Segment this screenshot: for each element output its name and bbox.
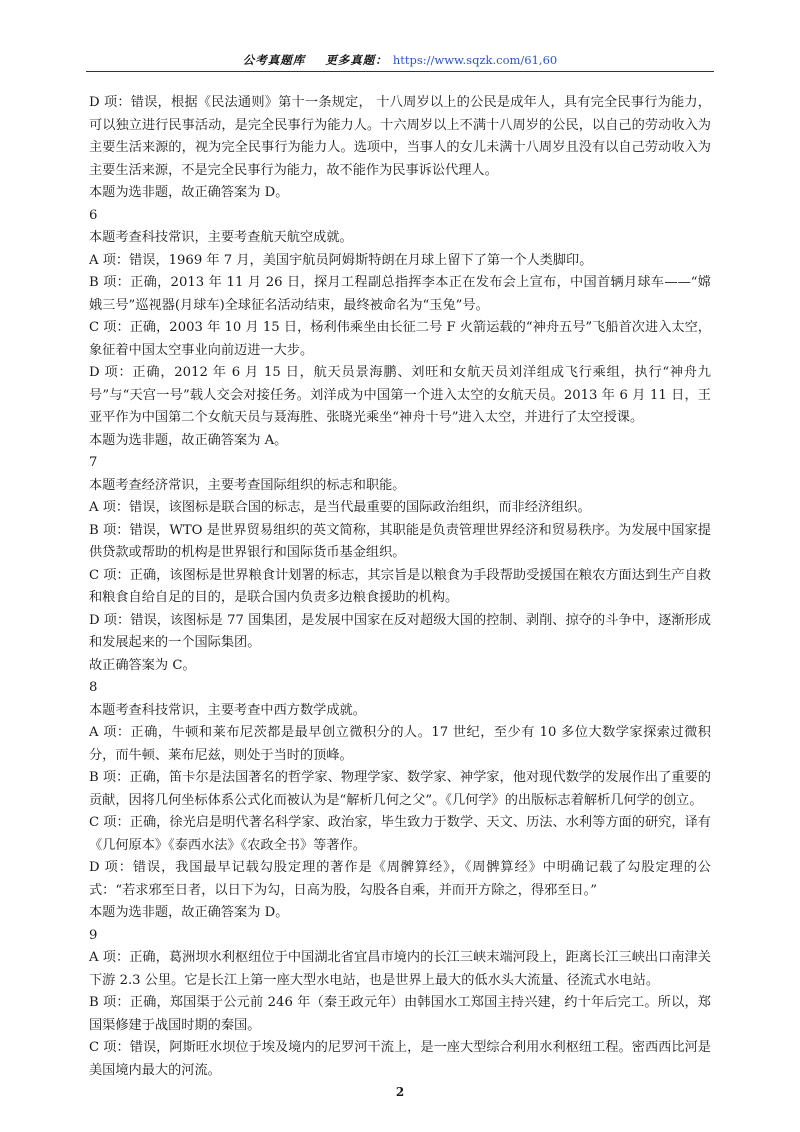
paragraph: A 项：错误，该图标是联合国的标志，是当代最重要的国际政治组织，而非经济组织。 xyxy=(89,500,591,515)
paragraph: 故正确答案为 C。 xyxy=(89,657,196,673)
header-link[interactable]: https://www.sqzk.com/61,60 xyxy=(392,53,558,67)
document-body xyxy=(89,92,711,1082)
paragraph: 本题考查科技常识，主要考查中西方数学成就。 xyxy=(89,702,366,718)
site-name: 公考真题库 xyxy=(242,53,306,67)
question-number: 7 xyxy=(89,455,98,470)
paragraph: 本题为选非题，故正确答案为 D。 xyxy=(89,185,289,200)
paragraph: A 项：错误，1969 年 7 月，美国宇航员阿姆斯特朗在月球上留下了第一个人类脚印。 xyxy=(89,252,593,268)
paragraph: 本题为选非题，故正确答案为 D。 xyxy=(89,905,289,920)
paragraph: 本题为选非题，故正确答案为 A。 xyxy=(89,432,288,448)
more-label: 更多真题： xyxy=(325,53,388,67)
paragraph: 本题考查科技常识，主要考查航天航空成就。 xyxy=(89,230,353,245)
question-number: 8 xyxy=(89,680,98,695)
paragraph: D 项：错误，根据《民法通则》第十一条规定， 十八周岁以上的公民是成年人，具有完全民事行为能力，可以独立进行民事活动，是完全民事行为能力人。十六周岁以上不满十八周岁的公民，以自己的劳动收入为主要生活来源的，视为完全民事行为能力人。选项中，当事人的女儿未满十八周岁且没有以自己劳动收入为主要生活来源，不是完全民事行为能力，故不能作为民事诉讼代理人。 xyxy=(89,95,711,178)
paragraph: C 项：错误，阿斯旺水坝位于埃及境内的尼罗河干流上，是一座大型综合利用水利枢纽工程。密西西比河是美国境内最大的河流。 xyxy=(89,1040,711,1078)
paragraph: A 项：正确，牛顿和莱布尼茨都是最早创立微积分的人。17 世纪，至少有 10 多位大数学家探索过微积分，而牛顿、莱布尼兹，则处于当时的顶峰。 xyxy=(89,725,711,763)
paragraph: D 项：错误，该图标是 77 国集团，是发展中国家在反对超级大国的控制、剥削、掠夺的斗争中，逐渐形成和发展起来的一个国际集团。 xyxy=(89,612,711,650)
paragraph: C 项：正确，该图标是世界粮食计划署的标志，其宗旨是以粮食为手段帮助受援国在粮农方面达到生产自救和粮食自给自足的目的，是联合国内负责多边粮食援助的机构。 xyxy=(89,567,711,605)
paragraph: B 项：正确，2013 年 11 月 26 日，探月工程副总指挥李本正在发布会上宣布，中国首辆月球车——“嫦娥三号”巡视器(月球车)全球征名活动结束，最终被命名为“玉兔”号。 xyxy=(89,275,711,313)
paragraph: 本题考查经济常识，主要考查国际组织的标志和职能。 xyxy=(89,477,406,493)
paragraph: C 项：正确，2003 年 10 月 15 日，杨利伟乘坐由长征二号 F 火箭运载的“神舟五号”飞船首次进入太空，象征着中国太空事业向前迈进一大步。 xyxy=(89,320,711,358)
paragraph: B 项：错误，WTO 是世界贸易组织的英文简称，其职能是负责管理世界经济和贸易秩序。为发展中国家提供贷款或帮助的机构是世界银行和国际货币基金组织。 xyxy=(89,522,711,560)
question-number: 6 xyxy=(89,207,98,223)
paragraph: C 项：正确，徐光启是明代著名科学家、政治家，毕生致力于数学、天文、历法、水利等方面的研究，译有《几何原本》《泰西水法》《农政全书》等著作。 xyxy=(89,815,711,853)
page-header xyxy=(0,52,800,68)
page-number: 2 xyxy=(395,1085,405,1099)
question-number: 9 xyxy=(89,927,98,943)
paragraph: D 项：正确，2012 年 6 月 15 日，航天员景海鹏、刘旺和女航天员刘洋组成飞行乘组，执行“神舟九号”与“天宫一号”载人交会对接任务。刘洋成为中国第一个进入太空的女航天员。2013 年 6 月 11 日，王亚平作为中国第二个女航天员与聂海胜、张晓光乘坐“神舟十号”进入太空，并进行了太空授课。 xyxy=(89,365,711,425)
header-divider xyxy=(86,71,714,72)
paragraph: D 项：错误，我国最早记载勾股定理的著作是《周髀算经》，《周髀算经》中明确记载了勾股定理的公式：“若求邪至日者，以日下为勾，日高为股，勾股各自乘，并而开方除之，得邪至日。” xyxy=(89,860,711,898)
paragraph: B 项：正确，笛卡尔是法国著名的哲学家、物理学家、数学家、神学家，他对现代数学的发展作出了重要的贡献，因将几何坐标体系公式化而被认为是“解析几何之父”。《几何学》的出版标志着解析几何学的创立。 xyxy=(89,770,711,808)
paragraph: A 项：正确，葛洲坝水利枢纽位于中国湖北省宜昌市境内的长江三峡末端河段上，距离长江三峡出口南津关下游 2.3 公里。它是长江上第一座大型水电站，也是世界上最大的低水头大流量、径流式水电站。 xyxy=(89,950,711,988)
paragraph: B 项：正确，郑国渠于公元前 246 年（秦王政元年）由韩国水工郑国主持兴建，约十年后完工。所以，郑国渠修建于战国时期的秦国。 xyxy=(89,995,711,1033)
